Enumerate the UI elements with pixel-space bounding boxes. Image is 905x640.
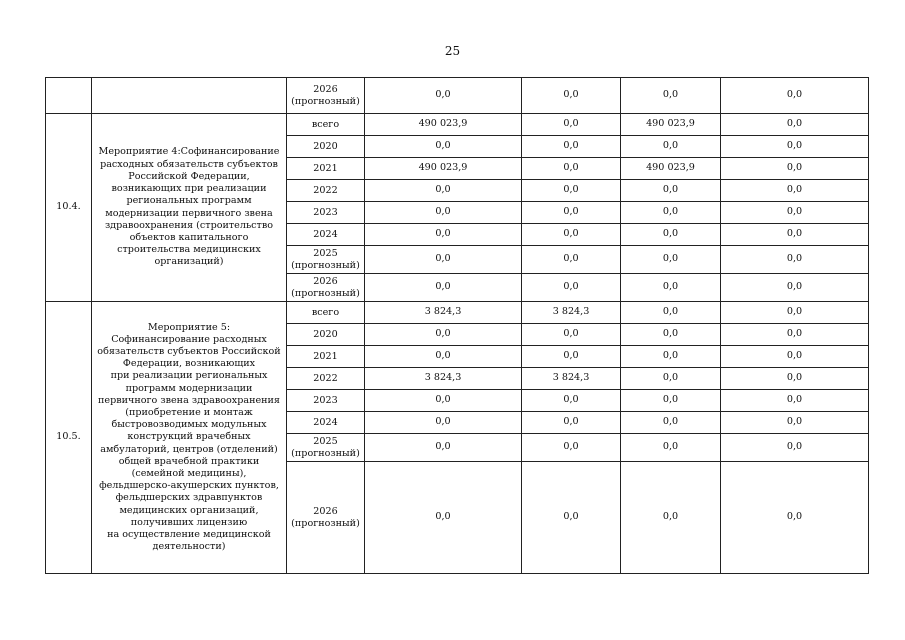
value-cell: 0,0 (365, 224, 522, 246)
value-cell: 0,0 (365, 202, 522, 224)
value-cell: 0,0 (621, 346, 721, 368)
value-cell: 0,0 (621, 462, 721, 574)
value-cell: 0,0 (721, 136, 869, 158)
value-cell: 0,0 (522, 346, 621, 368)
value-cell: 0,0 (365, 324, 522, 346)
value-cell: 0,0 (621, 368, 721, 390)
row-number-cell (46, 78, 92, 114)
value-cell: 3 824,3 (365, 302, 522, 324)
year-cell: всего (287, 302, 365, 324)
year-cell: 2020 (287, 136, 365, 158)
value-cell: 0,0 (721, 202, 869, 224)
value-cell: 0,0 (621, 274, 721, 302)
value-cell: 0,0 (365, 412, 522, 434)
value-cell: 3 824,3 (522, 368, 621, 390)
value-cell: 0,0 (721, 324, 869, 346)
table-row (46, 302, 869, 324)
value-cell: 0,0 (522, 114, 621, 136)
year-cell: 2026 (прогнозный) (287, 462, 365, 574)
value-cell: 0,0 (365, 390, 522, 412)
year-cell: всего (287, 114, 365, 136)
page-number: 25 (444, 44, 461, 58)
value-cell: 0,0 (365, 274, 522, 302)
value-cell: 0,0 (365, 136, 522, 158)
value-cell: 0,0 (522, 158, 621, 180)
year-cell: 2025 (прогнозный) (287, 434, 365, 462)
year-cell: 2024 (287, 224, 365, 246)
value-cell: 0,0 (621, 246, 721, 274)
value-cell: 0,0 (721, 114, 869, 136)
value-cell: 3 824,3 (365, 368, 522, 390)
value-cell: 3 824,3 (522, 302, 621, 324)
value-cell: 0,0 (621, 434, 721, 462)
value-cell: 0,0 (721, 346, 869, 368)
year-cell: 2026 (прогнозный) (287, 78, 365, 114)
value-cell: 0,0 (365, 180, 522, 202)
value-cell: 0,0 (621, 302, 721, 324)
value-cell: 0,0 (721, 302, 869, 324)
value-cell: 0,0 (522, 224, 621, 246)
year-cell: 2021 (287, 158, 365, 180)
description-cell: Мероприятие 5: Софинансирование расходных обязательств субъектов Российской Федерации, возникающих при реализации региональных программ модернизации первичного звена здравоохранения (приобретение и монтаж быстровозводимых модульных конструкций врачебных амбулаторий, центров (отделений) общей врачебной практики (семейной медицины), фельдшерско-акушерских пунктов, фельдшерских здравпунктов медицинских организаций, получивших лицензию на осуществление медицинской деятельности) (92, 302, 287, 574)
value-cell: 0,0 (721, 368, 869, 390)
value-cell: 0,0 (621, 180, 721, 202)
value-cell: 0,0 (721, 462, 869, 574)
row-number-cell: 10.5. (46, 302, 92, 574)
value-cell: 0,0 (721, 390, 869, 412)
value-cell: 0,0 (721, 434, 869, 462)
value-cell: 0,0 (522, 180, 621, 202)
value-cell: 0,0 (365, 246, 522, 274)
value-cell: 0,0 (522, 202, 621, 224)
value-cell: 0,0 (721, 412, 869, 434)
value-cell: 0,0 (365, 346, 522, 368)
value-cell: 0,0 (621, 412, 721, 434)
value-cell: 0,0 (721, 78, 869, 114)
year-cell: 2023 (287, 390, 365, 412)
value-cell: 0,0 (522, 412, 621, 434)
year-cell: 2022 (287, 180, 365, 202)
value-cell: 0,0 (621, 390, 721, 412)
table-row (46, 114, 869, 136)
value-cell: 0,0 (522, 246, 621, 274)
value-cell: 0,0 (522, 274, 621, 302)
year-cell: 2026 (прогнозный) (287, 274, 365, 302)
value-cell: 490 023,9 (365, 158, 522, 180)
value-cell: 0,0 (522, 324, 621, 346)
value-cell: 0,0 (621, 224, 721, 246)
value-cell: 0,0 (721, 274, 869, 302)
value-cell: 0,0 (721, 180, 869, 202)
value-cell: 0,0 (522, 390, 621, 412)
value-cell: 0,0 (721, 224, 869, 246)
value-cell: 0,0 (721, 158, 869, 180)
table-row (46, 78, 869, 114)
value-cell: 0,0 (621, 136, 721, 158)
year-cell: 2020 (287, 324, 365, 346)
value-cell: 490 023,9 (621, 114, 721, 136)
value-cell: 0,0 (522, 462, 621, 574)
year-cell: 2021 (287, 346, 365, 368)
description-cell (92, 78, 287, 114)
year-cell: 2023 (287, 202, 365, 224)
value-cell: 0,0 (621, 202, 721, 224)
year-cell: 2022 (287, 368, 365, 390)
year-cell: 2024 (287, 412, 365, 434)
budget-table (45, 77, 869, 574)
value-cell: 0,0 (522, 78, 621, 114)
value-cell: 0,0 (522, 136, 621, 158)
value-cell: 0,0 (522, 434, 621, 462)
value-cell: 0,0 (365, 462, 522, 574)
value-cell: 490 023,9 (621, 158, 721, 180)
value-cell: 0,0 (621, 78, 721, 114)
row-number-cell: 10.4. (46, 114, 92, 302)
value-cell: 0,0 (365, 78, 522, 114)
year-cell: 2025 (прогнозный) (287, 246, 365, 274)
description-cell: Мероприятие 4:Софинансирование расходных обязательств субъектов Российской Федерации, возникающих при реализации региональных программ модернизации первичного звена здравоохранения (строительство объектов капитального строительства медицинских организаций) (92, 114, 287, 302)
value-cell: 0,0 (721, 246, 869, 274)
value-cell: 0,0 (621, 324, 721, 346)
value-cell: 490 023,9 (365, 114, 522, 136)
value-cell: 0,0 (365, 434, 522, 462)
